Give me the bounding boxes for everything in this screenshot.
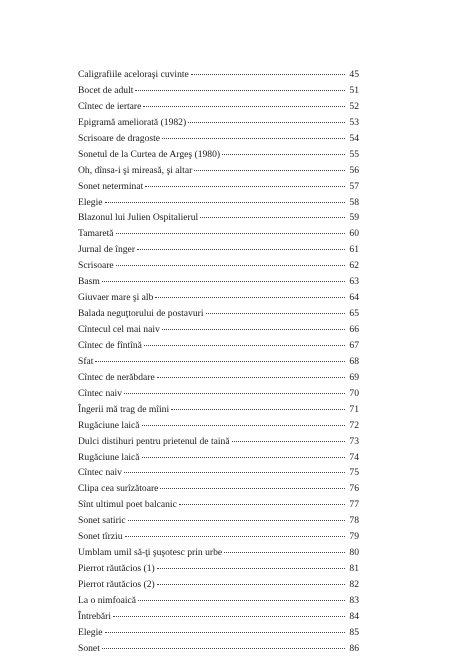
toc-entry-page-number: 71 [349,403,359,415]
toc-entry [78,212,359,228]
toc-entry [78,404,359,420]
dot-leader [157,584,345,585]
toc-entry [78,308,359,324]
dot-leader [124,393,345,394]
toc-entry [78,340,359,356]
toc-entry [78,563,359,579]
dot-leader [155,297,345,298]
toc-entry-title: Umblam umil să-ţi şuşotesc prin urbe [78,547,223,559]
toc-entry-title: Sfat [78,355,94,367]
toc-entry-title: Clipa cea surîzătoare [78,483,159,495]
toc-entry-page-number: 68 [349,355,359,367]
dot-leader [222,154,345,155]
toc-entry-page-number: 55 [349,148,359,160]
dot-leader [224,552,345,553]
toc-entry-page-number: 61 [349,244,359,256]
toc-entry-title: Cîntecul cel mai naiv [78,324,160,335]
toc-entry [78,372,359,388]
toc-entry-title: Sonet tîrziu [78,531,123,543]
toc-entry [78,627,359,643]
toc-entry [78,515,359,531]
dot-leader [145,186,345,187]
toc-entry [78,420,359,436]
toc-entry-page-number: 83 [349,594,359,606]
dot-leader [157,377,345,378]
toc-entry-page-number: 64 [349,292,359,304]
dot-leader [138,600,345,601]
dot-leader [157,568,345,569]
dot-leader [105,202,345,203]
toc-entry-title: Dulci distihuri pentru prietenul de taină [78,435,230,447]
toc-entry-page-number: 81 [349,563,359,575]
toc-entry-title: Tamaretă [78,228,114,240]
toc-entry-page-number: 73 [349,435,359,447]
dot-leader [116,233,345,234]
toc-entry-title: Rugăciune laică [78,419,140,431]
toc-entry-title: Întrebări [78,610,112,622]
toc-entry-title: Bocet de adult [78,84,134,96]
dot-leader [162,329,345,330]
toc-entry-page-number: 65 [349,308,359,320]
dot-leader [200,217,345,218]
dot-leader [160,488,345,489]
toc-entry [78,181,359,197]
toc-entry-title: Sonet satiric [78,515,126,527]
dot-leader [206,313,346,314]
toc-entry-title: Pierrot răutăcios (1) [78,563,155,575]
toc-entry [78,388,359,404]
toc-entry-title: Sonetul de la Curtea de Argeş (1980) [78,148,221,160]
dot-leader [128,520,345,521]
toc-entry [78,643,359,659]
toc-entry-page-number: 78 [349,515,359,527]
toc-entry-title: La o nimfoaică [78,594,137,606]
toc-entry [78,276,359,292]
toc-entry-page-number: 45 [349,69,359,80]
toc-entry-page-number: 58 [349,196,359,208]
toc-entry-title: Elegie [78,196,103,208]
toc-entry-page-number: 51 [349,84,359,96]
toc-entry-title: Cîntec de iertare [78,100,142,112]
dot-leader [137,249,345,250]
dot-leader [105,632,345,633]
toc-entry-page-number: 57 [349,180,359,192]
toc-entry-page-number: 70 [349,387,359,399]
toc-entry [78,165,359,181]
dot-leader [144,345,345,346]
toc-entry-title: Îngerii mă trag de mîini [78,403,170,415]
dot-leader [194,170,345,171]
dot-leader [116,265,345,266]
toc-entry [78,244,359,260]
toc-entry-page-number: 85 [349,626,359,638]
toc-entry-title: Basm [78,276,100,288]
toc-entry-page-number: 79 [349,531,359,543]
toc-entry [78,85,359,101]
dot-leader [162,138,345,139]
toc-entry-title: Sonet neterminat [78,180,144,192]
toc-entry [78,133,359,149]
toc-entry [78,324,359,340]
toc-entry [78,531,359,547]
toc-entry-title: Oh, dînsa-i şi mireasă, şi altar [78,164,193,176]
toc-entry-title: Scrisoare de dragoste [78,132,161,144]
toc-entry-page-number: 69 [349,371,359,383]
toc-entry-title: Cîntec naiv [78,467,122,479]
toc-entry-page-number: 59 [349,212,359,224]
toc-entry-page-number: 66 [349,324,359,335]
toc-entry [78,149,359,165]
dot-leader [124,472,345,473]
dot-leader [142,457,345,458]
toc-entry-page-number: 54 [349,132,359,144]
toc-entry-title: Jurnal de înger [78,244,136,256]
toc-entry [78,436,359,452]
toc-entry-page-number: 77 [349,499,359,511]
toc-entry [78,452,359,468]
toc-entry [78,356,359,372]
toc-entry-page-number: 74 [349,451,359,463]
toc-entry-page-number: 67 [349,339,359,351]
dot-leader [113,616,345,617]
dot-leader [171,409,345,410]
toc-entry-page-number: 62 [349,260,359,272]
toc-entry [78,595,359,611]
toc-entry-title: Rugăciune laică [78,451,140,463]
dot-leader [102,281,345,282]
toc-entry-page-number: 86 [349,642,359,654]
toc-entry-title: Epigramă ameliorată (1982) [78,116,187,128]
dot-leader [95,361,345,362]
toc-entry-page-number: 56 [349,164,359,176]
toc-entry-page-number: 84 [349,610,359,622]
toc-entry [78,260,359,276]
table-of-contents [78,69,359,659]
toc-entry-page-number: 72 [349,419,359,431]
toc-entry [78,547,359,563]
dot-leader [135,90,345,91]
toc-entry-title: Blazonul lui Julien Ospitalierul [78,212,199,224]
toc-entry-page-number: 60 [349,228,359,240]
toc-entry-title: Caligrafiile aceloraşi cuvinte [78,69,189,80]
toc-entry [78,117,359,133]
dot-leader [143,106,345,107]
toc-entry [78,611,359,627]
toc-entry-title: Cîntec de fîntînă [78,339,142,351]
toc-entry-page-number: 75 [349,467,359,479]
toc-entry [78,292,359,308]
toc-entry-title: Cîntec de nerăbdare [78,371,155,383]
toc-entry-page-number: 80 [349,547,359,559]
dot-leader [191,74,345,75]
toc-entry [78,467,359,483]
toc-entry [78,101,359,117]
dot-leader [142,425,345,426]
dot-leader [188,122,345,123]
toc-entry-title: Giuvaer mare şi alb [78,292,154,304]
toc-entry-page-number: 76 [349,483,359,495]
toc-entry-title: Pierrot răutăcios (2) [78,579,155,590]
toc-entry [78,483,359,499]
toc-entry-page-number: 63 [349,276,359,288]
dot-leader [125,536,346,537]
toc-entry-title: Sonet [78,642,100,654]
toc-entry-title: Balada neguţtorului de postavuri [78,308,204,320]
toc-entry [78,579,359,595]
toc-entry [78,499,359,515]
toc-entry-title: Elegie [78,626,103,638]
dot-leader [179,504,345,505]
dot-leader [232,441,345,442]
toc-entry-page-number: 53 [349,116,359,128]
toc-entry-title: Cîntec naiv [78,387,122,399]
toc-entry [78,197,359,213]
toc-entry-title: Scrisoare [78,260,114,272]
toc-entry [78,228,359,244]
toc-entry [78,69,359,85]
dot-leader [102,648,345,649]
toc-entry-title: Sînt ultimul poet balcanic [78,499,177,511]
toc-entry-page-number: 52 [349,100,359,112]
toc-entry-page-number: 82 [349,579,359,590]
